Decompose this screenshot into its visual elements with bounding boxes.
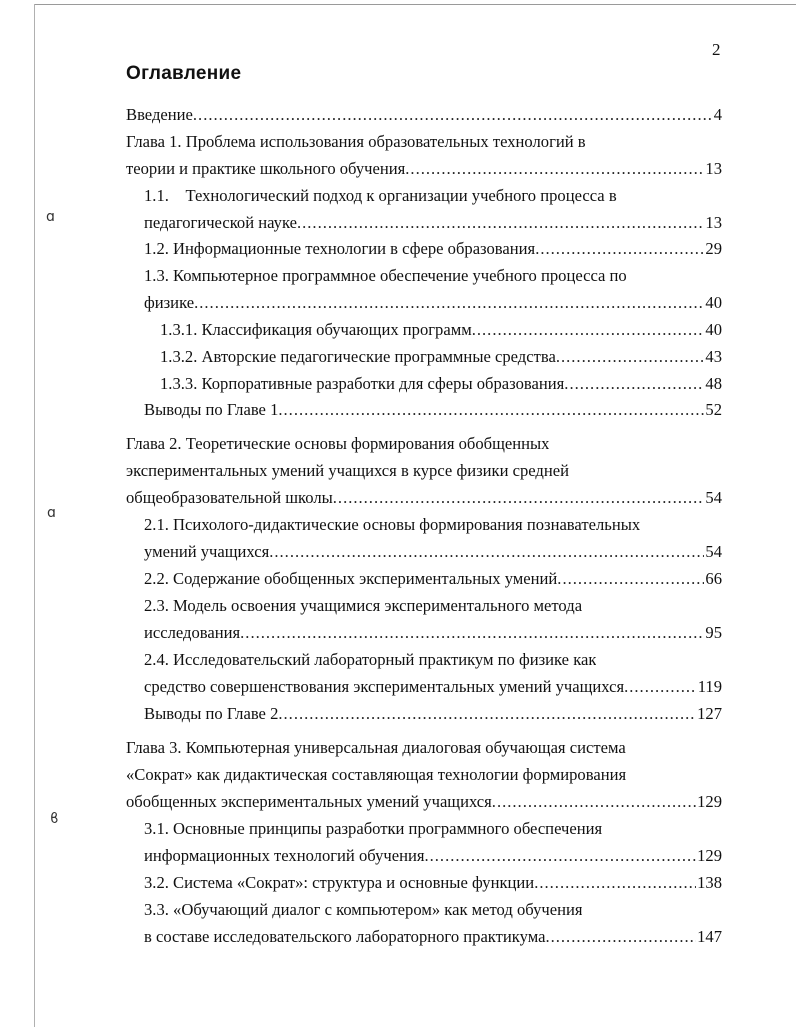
toc-entry-text: 2.2. Содержание обобщенных экспериментальных умений <box>144 569 558 588</box>
toc-entry-text: информационных технологий обучения <box>144 846 425 865</box>
toc-entry-section-1-1[interactable] <box>144 211 722 235</box>
toc-entry-conclusions-2[interactable] <box>144 702 722 726</box>
toc-page-number: 127 <box>697 704 722 723</box>
toc-entry-text: 1.3.3. Корпоративные разработки для сферы образования <box>160 374 565 393</box>
toc-page-number: 54 <box>705 488 722 507</box>
toc-leader <box>405 157 704 181</box>
toc-entry-section-2-4-line1: 2.4. Исследовательский лабораторный практикум по физике как <box>144 650 597 669</box>
toc-entry-section-1-3[interactable] <box>144 291 722 315</box>
toc-entry-section-3-3[interactable] <box>144 925 722 949</box>
toc-leader <box>194 291 704 315</box>
toc-entry-text: теории и практике школьного обучения <box>126 159 406 178</box>
toc-entry-intro[interactable] <box>126 103 722 127</box>
toc-entry-text: 3.2. Система «Сократ»: структура и основные функции <box>144 873 535 892</box>
toc-entry-section-1-3-line1: 1.3. Компьютерное программное обеспечение учебного процесса по <box>144 266 627 285</box>
toc-entry-section-2-3[interactable] <box>144 621 722 645</box>
toc-entry-section-1-1-line1: 1.1. Технологический подход к организации учебного процесса в <box>144 186 617 205</box>
toc-page-number: 129 <box>697 792 722 811</box>
toc-leader <box>556 345 705 369</box>
toc-page-number: 54 <box>705 542 722 561</box>
toc-leader <box>624 675 697 699</box>
toc-page-number: 129 <box>697 846 722 865</box>
toc-entry-text: умений учащихся <box>144 542 270 561</box>
toc-entry-text: 1.2. Информационные технологии в сфере образования <box>144 239 536 258</box>
toc-leader <box>534 871 696 895</box>
toc-page-number: 95 <box>705 623 722 642</box>
margin-mark: ɑ <box>47 505 56 521</box>
toc-entry-chapter-2[interactable] <box>126 486 722 510</box>
toc-entry-section-2-4[interactable] <box>144 675 722 699</box>
toc-entry-chapter-1[interactable] <box>126 157 722 181</box>
toc-leader <box>424 844 696 868</box>
toc-leader <box>193 103 713 127</box>
toc-entry-text: в составе исследовательского лабораторного практикума <box>144 927 546 946</box>
toc-entry-text: Введение <box>126 105 193 124</box>
toc-page-number: 13 <box>705 159 722 178</box>
toc-leader <box>278 398 704 422</box>
toc-title: Оглавление <box>126 63 242 84</box>
toc-entry-section-3-2[interactable] <box>144 871 722 895</box>
page-number: 2 <box>712 40 721 59</box>
toc-entry-section-2-1[interactable] <box>144 540 722 564</box>
toc-page-number: 13 <box>705 213 722 232</box>
toc-entry-text: обобщенных экспериментальных умений учащихся <box>126 792 492 811</box>
toc-entry-text: физике <box>144 293 195 312</box>
toc-page-number: 29 <box>705 239 722 258</box>
toc-entry-text: общеобразовательной школы <box>126 488 333 507</box>
toc-leader <box>269 540 704 564</box>
toc-entry-chapter-3-line1: Глава 3. Компьютерная универсальная диалоговая обучающая система <box>126 738 626 757</box>
toc-leader <box>240 621 704 645</box>
toc-entry-chapter-2-line1: Глава 2. Теоретические основы формирования обобщенных <box>126 434 550 453</box>
toc-page-number: 40 <box>705 293 722 312</box>
toc-entry-section-3-1[interactable] <box>144 844 722 868</box>
toc-entry-chapter-2-line2: экспериментальных умений учащихся в курсе физики средней <box>126 461 569 480</box>
toc-entry-text: Выводы по Главе 1 <box>144 400 279 419</box>
toc-page-number: 43 <box>705 347 722 366</box>
toc-entry-text: 1.3.2. Авторские педагогические программные средства <box>160 347 556 366</box>
toc-page-number: 119 <box>697 677 722 696</box>
toc-entry-text: средство совершенствования экспериментальных умений учащихся <box>144 677 625 696</box>
toc-leader <box>492 790 696 814</box>
toc-leader <box>535 237 704 261</box>
toc-entry-section-2-2[interactable] <box>144 567 722 591</box>
toc-entry-chapter-3[interactable] <box>126 790 722 814</box>
toc-page-number: 66 <box>705 569 722 588</box>
toc-page-number: 147 <box>697 927 722 946</box>
toc-entry-text: исследования <box>144 623 241 642</box>
toc-leader <box>545 925 696 949</box>
toc-entry-chapter-3-line2: «Сократ» как дидактическая составляющая технологии формирования <box>126 765 627 784</box>
toc-entry-section-1-3-1[interactable] <box>160 318 722 342</box>
toc-entry-text: 1.3.1. Классификация обучающих программ <box>160 320 472 339</box>
toc-page-number: 138 <box>697 873 722 892</box>
toc-entry-section-2-3-line1: 2.3. Модель освоения учащимися экспериментального метода <box>144 596 583 615</box>
toc-entry-chapter-1-line1: Глава 1. Проблема использования образовательных технологий в <box>126 132 586 151</box>
margin-mark: ɑ <box>46 209 55 225</box>
toc-page-number: 4 <box>713 105 722 124</box>
toc-entry-conclusions-1[interactable] <box>144 398 722 422</box>
toc-leader <box>278 702 696 726</box>
scan-top-edge <box>34 4 796 5</box>
toc-page-number: 52 <box>705 400 722 419</box>
toc-leader <box>297 211 704 235</box>
toc-page-number: 40 <box>705 320 722 339</box>
scan-left-edge <box>34 4 35 1027</box>
toc-entry-text: Выводы по Главе 2 <box>144 704 279 723</box>
toc-leader <box>472 318 705 342</box>
toc-entry-section-2-1-line1: 2.1. Психолого-дидактические основы формирования познавательных <box>144 515 641 534</box>
toc-leader <box>333 486 705 510</box>
toc-page-number: 48 <box>705 374 722 393</box>
toc-entry-section-1-3-2[interactable] <box>160 345 722 369</box>
toc-leader <box>557 567 704 591</box>
toc-entry-section-1-2[interactable] <box>144 237 722 261</box>
toc-entry-section-1-3-3[interactable] <box>160 372 722 396</box>
toc-entry-text: педагогической науке <box>144 213 297 232</box>
toc-leader <box>564 372 704 396</box>
margin-mark: ϐ <box>50 811 59 827</box>
toc-entry-section-3-3-line1: 3.3. «Обучающий диалог с компьютером» как метод обучения <box>144 900 583 919</box>
toc-entry-section-3-1-line1: 3.1. Основные принципы разработки программного обеспечения <box>144 819 603 838</box>
